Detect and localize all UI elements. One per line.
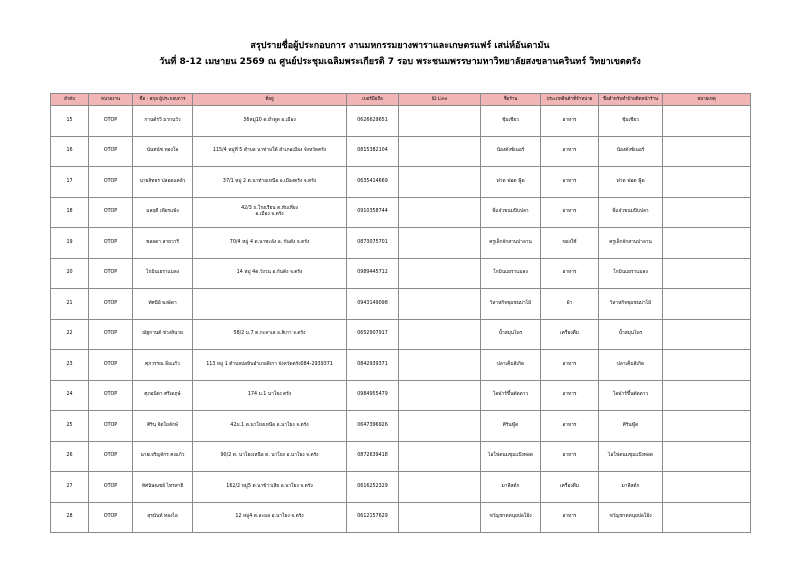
cell-phone: 0647396926 xyxy=(347,411,399,442)
cell-agency: OTOP xyxy=(89,167,133,198)
cell-owner-name: ศิรินุ จิตโยลักษ์ xyxy=(133,411,193,442)
table-row xyxy=(51,136,751,167)
cell-remark xyxy=(663,472,751,503)
cell-id-line xyxy=(399,106,481,137)
cell-phone: 0626629651 xyxy=(347,106,399,137)
cell-address xyxy=(193,289,347,320)
cell-id-line xyxy=(399,441,481,472)
cell-shop-name: ครูเล็กจักสานปาลาน xyxy=(481,228,541,259)
cell-product-type: อาหาร xyxy=(541,411,599,442)
cell-agency: OTOP xyxy=(89,319,133,350)
cell-sign-name: ครูเล็กจักสานปาลาน xyxy=(599,228,663,259)
cell-agency: OTOP xyxy=(89,136,133,167)
cell-shop-name: น้องดังซ์เนอร์ xyxy=(481,136,541,167)
table-row xyxy=(51,411,751,442)
cell-product-type: ของใช้ xyxy=(541,228,599,259)
cell-agency: OTOP xyxy=(89,350,133,381)
cell-sign-name: วิสาหกิจชุมชนบ่าไม้ xyxy=(599,289,663,320)
table-row xyxy=(51,106,751,137)
cell-id-line xyxy=(399,319,481,350)
cell-address: 174 ม.1 นาโยง ตรัง xyxy=(193,380,347,411)
table-row xyxy=(51,228,751,259)
table-row xyxy=(51,258,751,289)
cell-address: 37/1 หมู่ 2 ต.นาท่ามเหนือ อ.เมืองตรัง จ.ตรัง xyxy=(193,167,347,198)
cell-product-type: อาหาร xyxy=(541,350,599,381)
cell-sign-name: ศิรินฟู้ด xyxy=(599,411,663,442)
cell-order: 28 xyxy=(51,502,89,533)
cell-phone: 0873075701 xyxy=(347,228,399,259)
cell-remark xyxy=(663,136,751,167)
cell-phone: 0872639418 xyxy=(347,441,399,472)
cell-owner-name: ศุภอนิดา ศรีเดฤษ์ xyxy=(133,380,193,411)
cell-sign-name: ปลาเค็มสิเกิด xyxy=(599,350,663,381)
cell-sign-name: พี่แจ๋วขนมปิบปลา xyxy=(599,197,663,228)
col-header-order: ลำดับ xyxy=(51,94,89,106)
cell-owner-name: นายสิทธร ปลอดแคล้ว xyxy=(133,167,193,198)
cell-order: 17 xyxy=(51,167,89,198)
cell-phone: 0984955479 xyxy=(347,380,399,411)
cell-remark xyxy=(663,197,751,228)
cell-product-type: ผ้า xyxy=(541,289,599,320)
cell-address: 42ม.1 ต.นาโยงเหนือ อ.นาโยง จ.ตรัง xyxy=(193,411,347,442)
col-header-name: ชื่อ - สกุล ผู้ประกอบการ xyxy=(133,94,193,106)
cell-id-line xyxy=(399,258,481,289)
cell-id-line xyxy=(399,350,481,381)
table-row xyxy=(51,441,751,472)
cell-agency: OTOP xyxy=(89,289,133,320)
cell-phone: 0616252329 xyxy=(347,472,399,503)
cell-product-type: อาหาร xyxy=(541,441,599,472)
col-header-remark: หมายเหตุ xyxy=(663,94,751,106)
cell-sign-name: มาลีสต์ก xyxy=(599,472,663,503)
cell-phone: 0815382104 xyxy=(347,136,399,167)
cell-shop-name: โอฬาร์ขึ้นตัดดาว xyxy=(481,380,541,411)
table-row xyxy=(51,472,751,503)
cell-phone: 0989445712 xyxy=(347,258,399,289)
col-header-sign-name: ชื่อสำหรับทำป้ายติดหน้าร้าน xyxy=(599,94,663,106)
document-title: สรุปรายชื่อผู้ประกอบการ งานมหกรรมยางพาราและเกษตรแฟร์ เสน่ห์อันดามัน xyxy=(250,41,550,51)
cell-order: 27 xyxy=(51,472,89,503)
cell-agency: OTOP xyxy=(89,441,133,472)
cell-shop-name: มาลีสต์ก xyxy=(481,472,541,503)
cell-shop-name: น้ำสมุนไพร xyxy=(481,319,541,350)
cell-agency: OTOP xyxy=(89,502,133,533)
cell-product-type: เครื่องดื่ม xyxy=(541,319,599,350)
table-row xyxy=(51,350,751,381)
cell-order: 18 xyxy=(51,197,89,228)
cell-remark xyxy=(663,380,751,411)
cell-order: 19 xyxy=(51,228,89,259)
table-row xyxy=(51,197,751,228)
cell-product-type: อาหาร xyxy=(541,258,599,289)
cell-id-line xyxy=(399,167,481,198)
cell-order: 20 xyxy=(51,258,89,289)
cell-remark xyxy=(663,350,751,381)
cell-agency: OTOP xyxy=(89,411,133,442)
cell-owner-name: โกมินเยราแมลง xyxy=(133,258,193,289)
cell-shop-name: โกมินแยราแมลง xyxy=(481,258,541,289)
cell-phone: 0635414669 xyxy=(347,167,399,198)
col-header-phone: เบอร์มือถือ xyxy=(347,94,399,106)
cell-order: 16 xyxy=(51,136,89,167)
cell-order: 25 xyxy=(51,411,89,442)
cell-owner-name: มลฤดี เพียรแพ้ง xyxy=(133,197,193,228)
cell-owner-name: กานต์รวี มากนวัว xyxy=(133,106,193,137)
document-subtitle: วันที่ 8-12 เมษายน 2569 ณ ศูนย์ประชุมเฉลิมพระเกียรติ 7 รอบ พระชนมพรรษามหาวิทยาลัยสงขลานครินทร์ วิทยาเขตตรัง xyxy=(159,57,641,67)
cell-shop-name: ชุ้มเชียว xyxy=(481,106,541,137)
cell-agency: OTOP xyxy=(89,472,133,503)
cell-sign-name: ขวัญชาดหนุยปอโอ้ง xyxy=(599,502,663,533)
table-row xyxy=(51,502,751,533)
cell-shop-name: พี่แจ๋วขนมปิบปลา xyxy=(481,197,541,228)
table-row xyxy=(51,289,751,320)
cell-shop-name: ปลาเค็มสิเกิด xyxy=(481,350,541,381)
cell-order: 21 xyxy=(51,289,89,320)
cell-order: 15 xyxy=(51,106,89,137)
cell-id-line xyxy=(399,136,481,167)
cell-phone: 0842939371 xyxy=(347,350,399,381)
cell-shop-name: ศิรินฟู้ด xyxy=(481,411,541,442)
col-header-shop-name: ชื่อร้าน xyxy=(481,94,541,106)
cell-order: 26 xyxy=(51,441,89,472)
cell-phone: 0943149098 xyxy=(347,289,399,320)
cell-id-line xyxy=(399,472,481,503)
cell-address: 42/3 ถ.โรงเรียน ต.ทับเที่ยง อ.เมือง จ.ตรัง xyxy=(193,197,347,228)
table-row xyxy=(51,319,751,350)
cell-address: 58/2 ม.7 ต.กะลาเส อ.สิเกา จ.ตรัง xyxy=(193,319,347,350)
cell-address: 14 หมู่ 4ต.วังวน อ.กันตัง จ.ตรัง xyxy=(193,258,347,289)
cell-sign-name: น้ำสมุนไพร xyxy=(599,319,663,350)
cell-agency: OTOP xyxy=(89,106,133,137)
col-header-id-line: ID Line xyxy=(399,94,481,106)
cell-order: 23 xyxy=(51,350,89,381)
cell-sign-name: ไอโฟดนมชุมแป้งทอด xyxy=(599,441,663,472)
cell-address: 70/4 หมู่ 4 ต.นาชะอัง อ. กันตัง จ.ตรัง xyxy=(193,228,347,259)
cell-address: 90/2 ต. นาโยงเหนือ ต. นาโยง อ.นาโยง จ.ตรัง xyxy=(193,441,347,472)
cell-sign-name: ฟาด ฟอต ฟู้ด xyxy=(599,167,663,198)
cell-product-type: อาหาร xyxy=(541,502,599,533)
cell-owner-name: ศุภวรรณ อิ่มแก้ว xyxy=(133,350,193,381)
cell-owner-name: ชลลดา สายวารี xyxy=(133,228,193,259)
cell-product-type: อาหาร xyxy=(541,167,599,198)
cell-remark xyxy=(663,411,751,442)
cell-address: 113 หมู่ 1 ตำบลบ่อหินอำเภอสิเกา จังหวัดตรัง084-2939371 xyxy=(193,350,347,381)
cell-remark xyxy=(663,289,751,320)
cell-product-type: อาหาร xyxy=(541,197,599,228)
cell-id-line xyxy=(399,411,481,442)
cell-owner-name: ณัฐกานต์ ช่วงสินาย xyxy=(133,319,193,350)
table-row xyxy=(51,167,751,198)
cell-address: 162/2 หมู่5 ต.นาข้าวเสีย อ.นาโยง จ.ตรัง xyxy=(193,472,347,503)
cell-agency: OTOP xyxy=(89,197,133,228)
cell-id-line xyxy=(399,289,481,320)
cell-id-line xyxy=(399,228,481,259)
cell-sign-name: น้องดังซ์เนอร์ xyxy=(599,136,663,167)
cell-sign-name: โกมินแยราแมลง xyxy=(599,258,663,289)
col-header-agency: หน่วยงาน xyxy=(89,94,133,106)
cell-id-line xyxy=(399,197,481,228)
cell-product-type: เครื่องดื่ม xyxy=(541,472,599,503)
cell-owner-name: นายเจริญจักร คงแก้ว xyxy=(133,441,193,472)
cell-remark xyxy=(663,228,751,259)
cell-phone: 0910358744 xyxy=(347,197,399,228)
col-header-address: ที่อยู่ xyxy=(193,94,347,106)
cell-remark xyxy=(663,167,751,198)
cell-remark xyxy=(663,441,751,472)
cell-address: 115/4 หมู่ที่ 5 ตำบล นาท่ามใต้ อำเภอเมือง จังหวัดตรัง xyxy=(193,136,347,167)
cell-sign-name: ชุ้มเชียว xyxy=(599,106,663,137)
cell-product-type: อาหาร xyxy=(541,380,599,411)
cell-agency: OTOP xyxy=(89,380,133,411)
cell-product-type: อาหาร xyxy=(541,106,599,137)
cell-sign-name: โอฬาร์ขึ้นตัดดาว xyxy=(599,380,663,411)
cell-agency: OTOP xyxy=(89,258,133,289)
cell-id-line xyxy=(399,380,481,411)
cell-id-line xyxy=(399,502,481,533)
cell-shop-name: วิสาหกิจชุมชนบ่าไม้ xyxy=(481,289,541,320)
cell-owner-name: ทัศนีย์ พงษ์ดา xyxy=(133,289,193,320)
cell-address: 12 หมู่4 ต.ละมอ อ.นาโยง จ.ตรัง xyxy=(193,502,347,533)
cell-phone: 0652907917 xyxy=(347,319,399,350)
cell-order: 22 xyxy=(51,319,89,350)
cell-remark xyxy=(663,106,751,137)
cell-shop-name: ไอโฟดนมชุมแป้งทอด xyxy=(481,441,541,472)
cell-shop-name: ขวัญชาดหนุยปอโอ้ง xyxy=(481,502,541,533)
table-row xyxy=(51,380,751,411)
table-header-row xyxy=(51,94,751,106)
cell-order: 24 xyxy=(51,380,89,411)
cell-remark xyxy=(663,319,751,350)
cell-owner-name: ทัศนิษณชย์ ไทรสายี xyxy=(133,472,193,503)
cell-product-type: อาหาร xyxy=(541,136,599,167)
cell-owner-name: สุรนันท์ ทองไอ xyxy=(133,502,193,533)
table-body xyxy=(51,106,751,533)
cell-address: 36หมู่10 ต.ย่ำตูด อ.เมือง xyxy=(193,106,347,137)
cell-phone: 0612157629 xyxy=(347,502,399,533)
cell-owner-name: นันทนัช ทองโอ xyxy=(133,136,193,167)
col-header-product-type: ประเภทสินค้าที่จำหน่าย xyxy=(541,94,599,106)
cell-shop-name: ฟาด ฟอต ฟู้ด xyxy=(481,167,541,198)
cell-remark xyxy=(663,502,751,533)
cell-remark xyxy=(663,258,751,289)
participant-table xyxy=(50,93,751,533)
cell-agency: OTOP xyxy=(89,228,133,259)
